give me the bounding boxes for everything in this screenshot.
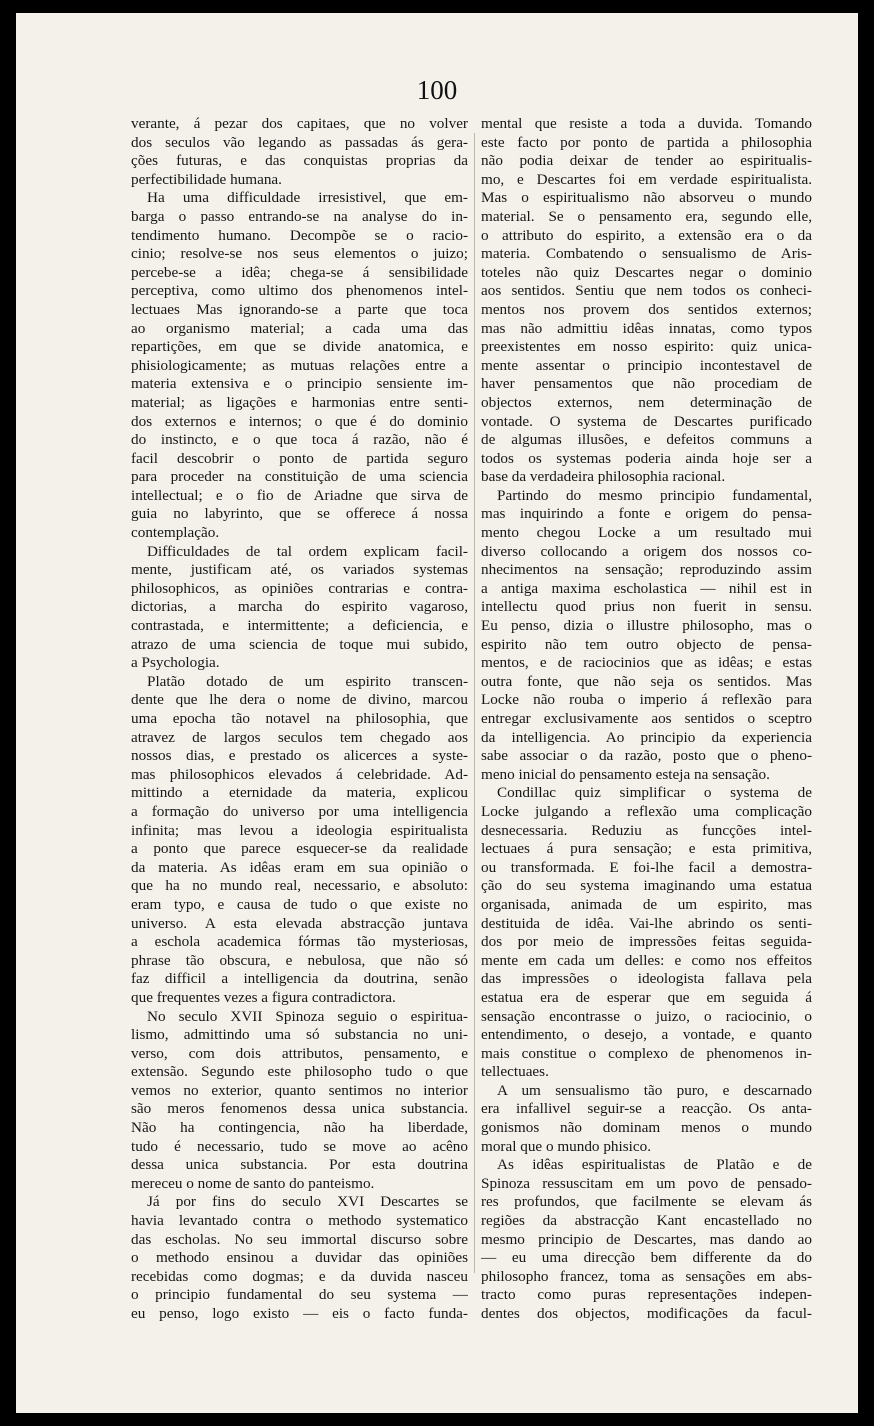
text-line: da materia. As idêas eram em sua opinião o	[131, 858, 468, 876]
text-line: dessa unica substancia. Por esta doutrina	[131, 1156, 468, 1174]
text-line: espirito não tem outro objecto de pensa-	[481, 635, 812, 653]
text-line: mereceu o nome de santo do panteismo.	[131, 1174, 375, 1192]
text-line: tellectuaes.	[481, 1063, 549, 1081]
text-line: material. Se o pensamento era, segundo elle,	[481, 207, 812, 225]
text-line: Não ha contingencia, não ha liberdade,	[131, 1119, 468, 1137]
text-line: mente assentar o principio incontestavel de	[481, 356, 812, 374]
text-line: Platão dotado de um espirito transcen-	[147, 672, 468, 690]
text-line: havia levantado contra o methodo systematico	[131, 1212, 468, 1230]
text-line: do instincto, e o que toca á razão, não é	[131, 431, 468, 449]
text-line: Partindo do mesmo principio fundamental,	[497, 486, 812, 504]
text-line: material; as ligações e harmonias entre senti-	[131, 393, 468, 411]
text-line: sabe associar o da razão, posto que o pheno-	[481, 747, 812, 765]
text-line: perfectibilidade humana.	[131, 170, 282, 188]
text-line: ao organismo material; a cada uma das	[131, 319, 468, 337]
text-line: mente, justificam até, os variados systemas	[131, 561, 468, 579]
right-column	[481, 115, 812, 1324]
text-line: atrazo de uma sciencia de toque mui subido,	[131, 635, 468, 653]
text-line: cinio; resolve-se nos seus elementos o juizo;	[131, 245, 468, 263]
text-line: mento chegou Locke a um resultado mui	[481, 524, 812, 542]
text-line: meno inicial do pensamento esteja na sensação.	[481, 765, 770, 783]
text-line: contrastada, e intermittente; a deficiencia, e	[131, 617, 468, 635]
text-line: verso, com dois attributos, pensamento, e	[131, 1044, 468, 1062]
text-line: moral que o mundo phisico.	[481, 1137, 651, 1155]
text-line: nhecimentos na sensação; reproduzindo assim	[481, 561, 812, 579]
text-line: para proceder na constituição de uma sciencia	[131, 468, 468, 486]
text-line: de algumas illusões, e defeitos communs a	[481, 431, 812, 449]
text-line: philosophicos, as opiniões contrarias e contra-	[131, 579, 468, 597]
text-line: o principio fundamental do seu systema —	[131, 1286, 468, 1304]
text-line: Difficuldades de tal ordem explicam facil-	[147, 542, 468, 560]
text-line: contemplação.	[131, 524, 220, 542]
text-line: extensão. Segundo este philosopho tudo o que	[131, 1063, 468, 1081]
text-line: eu penso, logo existo — eis o facto funda-	[131, 1305, 468, 1322]
text-line: mas philosophicos elevados á celebridade. Ad-	[131, 765, 468, 783]
text-line: mentos, e de raciocinios que as idêas; e estas	[481, 654, 812, 672]
text-line: entendimento, o desejo, a vontade, e quanto	[481, 1026, 812, 1044]
text-line: que frequentes vezes a figura contradictora.	[131, 988, 396, 1006]
text-line: materia. Combatendo o sensualismo de Aris-	[481, 245, 812, 263]
text-line: era infallivel seguir-se a reacção. Os anta-	[481, 1100, 812, 1118]
text-line: guia no labyrinto, que se offerece á nossa	[131, 505, 468, 523]
text-line: organisada, animada de um espirito, mas	[481, 895, 812, 913]
text-line: Locke julgando a reflexão uma complicação	[481, 802, 812, 820]
text-line: mas inquirindo a fonte e origem do pensa-	[481, 505, 812, 523]
text-line: o attributo do espirito, a extensão era o da	[481, 226, 812, 244]
text-line: ções futuras, e das conquistas proprias da	[131, 152, 468, 170]
text-line: mais constitue o complexo de phenomenos in-	[481, 1044, 812, 1062]
text-line: dentes dos objectos, modificações da facul-	[481, 1305, 812, 1322]
text-line: lectuaes Mas ignorando-se a parte que toca	[131, 300, 468, 318]
text-line: aos sentidos. Sentiu que nem todos os conheci-	[481, 282, 812, 300]
text-line: sensação encontrasse o juizo, o raciocinio, o	[481, 1007, 812, 1025]
text-line: dente que lhe dera o nome de divino, marcou	[131, 691, 468, 709]
text-line: philosopho francez, toma as sensações em abs-	[481, 1267, 812, 1285]
text-line: Spinoza ressuscitam em um povo de pensado-	[481, 1174, 812, 1192]
text-line: vontade. O systema de Descartes purificado	[481, 412, 812, 430]
text-line: percebe-se a idêa; chega-se á sensibilidade	[131, 263, 468, 281]
book-page	[16, 13, 858, 1413]
text-line: mental que resiste a toda a duvida. Tomando	[481, 115, 812, 132]
text-line: a ponto que parece esquecer-se da realidade	[131, 840, 468, 858]
text-line: Eu penso, dizia o illustre philosopho, mas o	[481, 617, 812, 635]
text-line: tracto como puras representações indepen-	[481, 1286, 812, 1304]
text-line: todos os systemas poderia ainda hoje ser a	[481, 449, 812, 467]
text-line: vemos no exterior, quanto sentimos no interior	[131, 1081, 468, 1099]
text-line: que ha no mundo real, necessario, e absoluto:	[131, 877, 468, 895]
text-line: repartições, em que se divide anatomica, e	[131, 338, 468, 356]
text-line: As idêas espiritualistas de Platão e de	[497, 1156, 812, 1174]
text-line: universo. A esta elevada abstracção juntava	[131, 914, 468, 932]
text-line: faz difficil a intelligencia da doutrina, senão	[131, 970, 468, 988]
text-line: base da verdadeira philosophia racional.	[481, 468, 726, 486]
text-line: toteles não quiz Descartes negar o dominio	[481, 263, 812, 281]
text-line: outra fonte, que não seja os sentidos. Mas	[481, 672, 812, 690]
text-line: o methodo ensinou a duvidar das opiniões	[131, 1249, 468, 1267]
text-line: barga o passo entrando-se na analyse do in-	[131, 207, 468, 225]
text-line: atravez de largos seculos tem chegado aos	[131, 728, 468, 746]
text-line: Locke não rouba o imperio á reflexão para	[481, 691, 812, 709]
text-line: uma epocha tão notavel na philosophia, que	[131, 710, 468, 727]
text-line: intellectual; e o fio de Ariadne que sirva de	[131, 486, 468, 504]
text-line: tudo é necessario, tudo se move ao acêno	[131, 1137, 468, 1155]
text-line: diverso collocando a origem dos nossos co-	[481, 542, 812, 560]
text-line: a formação do universo por uma intelligencia	[131, 802, 468, 820]
page-number: 100	[416, 75, 458, 105]
text-line: lismo, admittindo uma só substancia no uni-	[131, 1026, 468, 1044]
text-line: phrase tão obscura, e nebulosa, que não só	[131, 951, 468, 969]
text-line: objectos externos, nem determinação de	[481, 393, 812, 411]
text-line: facil descobrir o ponto de partida seguro	[131, 449, 468, 467]
text-line: dos externos e internos; o que é do dominio	[131, 412, 468, 430]
text-line: perceptiva, como ultimo dos phenomenos intel-	[131, 282, 468, 300]
text-line: mas não admittiu idêas innatas, como typos	[481, 319, 812, 337]
text-line: verante, á pezar dos capitaes, que no volver	[131, 115, 468, 132]
text-line: haver pensamentos que não procediam de	[481, 375, 812, 393]
text-line: a antiga maxima escholastica — nihil est in	[481, 579, 812, 597]
text-line: lectuaes á pura sensação; e esta primitiva,	[481, 840, 812, 858]
text-line: não podia deixar de tender ao espiritualis-	[481, 152, 812, 170]
text-line: ou transformada. E foi-lhe facil a demostra-	[481, 858, 812, 876]
text-line: dictorias, a marcha do espirito vagaroso,	[131, 598, 468, 616]
text-line: infinita; mas levou a ideologia espiritualista	[131, 821, 468, 839]
text-line: dos por meio de impressões feitas seguida-	[481, 933, 812, 951]
text-line: das impressões o ideologista fallava pela	[481, 970, 812, 988]
text-line: — eu uma direcção bem differente da do	[481, 1249, 812, 1267]
text-line: Ha uma difficuldade irresistivel, que em-	[147, 189, 468, 207]
column-divider	[474, 133, 475, 1273]
text-line: phisiologicamente; as mutuas relações entre a	[131, 356, 468, 374]
text-line: desnecessaria. Reduziu as funcções intel-	[481, 821, 812, 839]
text-line: eram typo, e causa de tudo o que existe no	[131, 895, 468, 913]
text-line: da intelligencia. Ao principio da experiencia	[481, 728, 812, 746]
text-line: entregar exclusivamente aos sentidos o sceptro	[481, 710, 812, 727]
text-line: intellectu quod prius non fuerit in sensu.	[481, 598, 812, 616]
left-column	[131, 115, 468, 1324]
text-line: gonismos não dominam menos o mundo	[481, 1119, 812, 1137]
text-line: A um sensualismo tão puro, e descarnado	[497, 1081, 812, 1099]
text-line: res profundos, que facilmente se elevam ás	[481, 1193, 812, 1211]
text-line: são meros fenomenos dessa unica substancia.	[131, 1100, 468, 1118]
text-line: estatua era de esperar que em seguida á	[481, 988, 812, 1006]
text-line: este facto por ponto de partida a philosophia	[481, 133, 812, 151]
text-line: nossos dias, e prestado os alicerces a syste-	[131, 747, 468, 765]
text-line: destituida de idêa. Vai-lhe abrindo os senti-	[481, 914, 812, 932]
text-line: Já por fins do seculo XVI Descartes se	[147, 1193, 468, 1211]
text-line: recebidas como dogmas; e da duvida nasceu	[131, 1267, 468, 1285]
text-line: materia extensiva e o principio sensiente im-	[131, 375, 468, 393]
text-line: Condillac quiz simplificar o systema de	[497, 784, 812, 802]
text-line: mittindo a eternidade da materia, explicou	[131, 784, 468, 802]
text-line: regiões da abstracção Kant encastellado no	[481, 1212, 812, 1230]
text-line: das escholas. No seu immortal discurso sobre	[131, 1230, 468, 1248]
text-line: mente em cada um delles: e como nos effeitos	[481, 951, 812, 969]
text-line: dos seculos vão legando as passadas ás gera-	[131, 133, 468, 151]
text-line: Mas o espiritualismo não absorveu o mundo	[481, 189, 812, 207]
text-line: No seculo XVII Spinoza seguio o espiritua-	[147, 1007, 468, 1025]
text-line: ção do seu systema imaginando uma estatua	[481, 877, 812, 895]
text-line: preexistentes em nosso espirito: quiz unica-	[481, 338, 812, 356]
text-line: mo, e Descartes foi em verdade espiritualista.	[481, 170, 812, 188]
text-line: a Psychologia.	[131, 654, 220, 672]
text-line: mentos nos provem dos sentidos externos;	[481, 300, 812, 318]
text-line: mesmo principio de Descartes, mas dando ao	[481, 1230, 812, 1248]
text-line: tendimento humano. Decompõe se o racio-	[131, 226, 468, 244]
text-line: a eschola academica fórmas tão mysteriosas,	[131, 933, 468, 951]
